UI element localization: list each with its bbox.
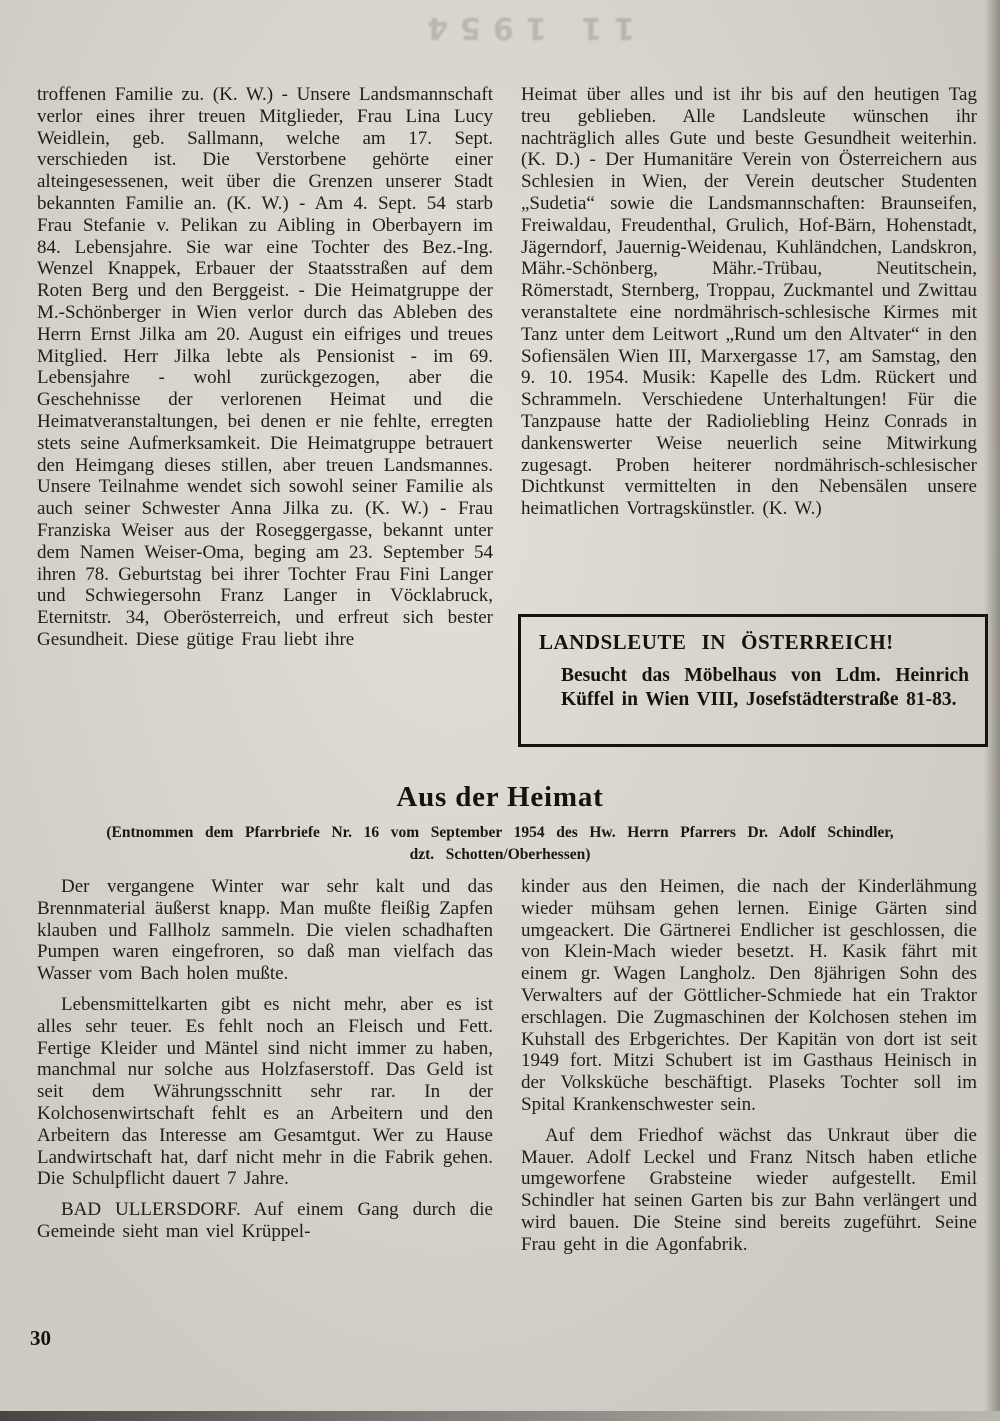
bleed-through-stamp: 11 1954 [415,10,635,45]
scan-shadow-bottom-edge [0,1411,1000,1421]
article-subtitle [30,822,970,865]
article-subtitle-line-1: (Entnommen dem Pfarrbriefe Nr. 16 vom September 1954 des Hw. Herrn Pfarrers Dr. Adolf Schindler, [106,824,894,841]
article-heading: Aus der Heimat [396,781,604,813]
paragraph: Lebensmittelkarten gibt es nicht mehr, aber es ist alles sehr teuer. Es fehlt noch an Fleisch und Fett. Fertige Kleider und Mäntel sind nicht immer zu haben, manchmal nur solche aus Holzfaserstoff. Das Geld ist seit dem Währungsschnitt sehr rar. In der Kolchosenwirtschaft fehlt es an Arbeitern und den Arbeitern das Interesse am Gesamtgut. Wer zu Hause Landwirtschaft hat, darf nicht mehr in die Fabrik gehen. Die Schulpflicht dauert 7 Jahre. [37,993,493,1190]
obituary-column-left [37,84,493,651]
article-column-left [37,876,493,1243]
article-column-right [521,876,977,1256]
news-text-right: Heimat über alles und ist ihr bis auf den heutigen Tag treu geblieben. Alle Landsleute wünschen ihr nachträglich alles Gute und beste Gesundheit weiterhin. (K. D.) - Der Humanitäre Verein von Österreichern aus Schlesien in Wien, der Verein deutscher Studenten „Sudetia“ sowie die Landsmannschaften: Braunseifen, Freiwaldau, Freudenthal, Grulich, Hof-Bärn, Hohenstadt, Jägerndorf, Jauernig-Weidenau, Kuhländchen, Landskron, Mähr.-Schönberg, Mähr.-Trübau, Neutitschein, Römerstadt, Sternberg, Troppau, Zuckmantel und Zwittau veranstaltete eine nordmährisch-schlesische Kirmes mit Tanz unter dem Leitwort „Rund um den Altvater“ in den Sofiensälen Wien III, Marxergasse 17, am Samstag, den 9. 10. 1954. Musik: Kapelle des Ldm. Rückert und Schrammeln. Verschiedene Unterhaltungen! Für die Tanzpause hatte der Radioliebling Heinz Conrads in dankenswerter Weise neuerlich seine Mitwirkung zugesagt. Proben heiterer nordmährisch-schlesischer Dichtkunst vermittelten in den Nebensälen unsere heimatlichen Vortragskünstler. (K. W.) [521,84,977,520]
advertisement-box [518,614,988,747]
paragraph: kinder aus den Heimen, die nach der Kinderlähmung wieder mühsam gehen lernen. Einige Gärten sind umgeackert. Die Gärtnerei Endlicher ist geschlossen, die von Klein-Mach wieder besetzt. H. Kasik fährt mit einem gr. Wagen Langholz. Den 8jährigen Sohn des Verwalters auf der Göttlicher-Schmiede hat ein Traktor erschlagen. Die Zugmaschinen der Kolchosen stehen im Kuhstall des Erbgerichtes. Der Kapitän von dort ist seit 1949 fort. Mitzi Schubert ist im Gasthaus Heinisch in der Volksküche beschäftigt. Plaseks Tochter soll im Spital Krankenschwester sein. [521,876,977,1115]
advertisement-body: Besucht das Möbelhaus von Ldm. Heinrich Küffel in Wien VIII, Josefstädterstraße 81-83. [561,665,969,710]
obituary-text-left: troffenen Familie zu. (K. W.) - Unsere Landsmannschaft verlor eines ihrer treuen Mitglieder, Frau Lina Lucy Weidlein, geb. Sallmann, welche am 17. Sept. verschieden ist. Die Verstorbene gehörte einer alteingesessenen, weit über die Grenzen unserer Stadt bekannten Familie an. (K. W.) - Am 4. Sept. 54 starb Frau Stefanie v. Pelikan zu Aibling in Oberbayern im 84. Lebensjahre. Sie war eine Tochter des Bez.-Ing. Wenzel Knappek, Erbauer der Staatsstraßen auf dem Roten Berg und den Berggeist. - Die Heimatgruppe der M.-Schönberger in Wien verlor durch das Ableben des Herrn Ernst Jilka am 20. August ein eifriges und treues Mitglied. Herr Jilka lebte als Pensionist - im 69. Lebensjahre - wohl zurückgezogen, aber die Geschehnisse der verlorenen Heimat und die Heimatveranstaltungen, bei denen er nie fehlte, erregten stets seine Aufmerksamkeit. Die Heimatgruppe betrauert den Heimgang dieses stillen, aber treuen Landsmannes. Unsere Teilnahme wendet sich sowohl seiner Familie als auch seiner Schwester Anna Jilka zu. (K. W.) - Frau Franziska Weiser aus der Roseggergasse, bekannt unter dem Namen Weiser-Oma, beging am 23. September 54 ihren 78. Geburtstag bei ihrer Tochter Frau Fini Langer und Schwiegersohn Franz Langer in Vöcklabruck, Eternitstr. 34, Oberösterreich, und erfreut sich bester Gesundheit. Diese gütige Frau liebt ihre [37,84,493,650]
page-number: 30 [30,1326,51,1350]
news-column-right [521,84,977,520]
paragraph: Auf dem Friedhof wächst das Unkraut über die Mauer. Adolf Leckel und Franz Nitsch haben etliche umgeworfene Grabsteine wieder aufgestellt. Emil Schindler hat seinen Garten bis zur Bahn verlängert und wird bauen. Die Steine sind bereits zugeführt. Seine Frau geht in die Agonfabrik. [521,1124,977,1255]
advertisement-title: LANDSLEUTE IN ÖSTERREICH! [539,630,894,654]
paragraph: Der vergangene Winter war sehr kalt und das Brennmaterial äußerst knapp. Man mußte fleißig Zapfen klauben und Fallholz sammeln. Die vielen schadhaften Pumpen waren eingefroren, so daß man vielfach das Wasser vom Bach holen mußte. [37,876,493,985]
article-subtitle-line-2: dzt. Schotten/Oberhessen) [409,845,591,863]
paragraph: BAD ULLERSDORF. Auf einem Gang durch die Gemeinde sieht man viel Krüppel- [37,1199,493,1242]
